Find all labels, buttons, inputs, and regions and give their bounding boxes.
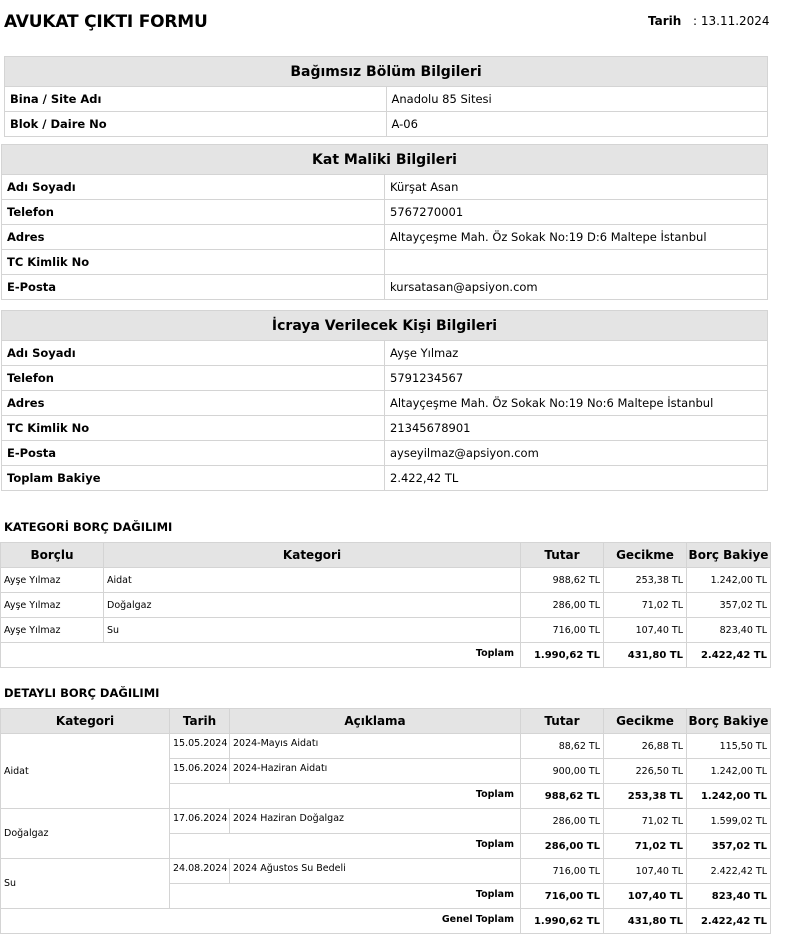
owner-info-table (1, 144, 768, 300)
balance-cell: 115,50 TL (687, 734, 771, 759)
amount-cell: 286,00 TL (521, 809, 604, 834)
table-row (1, 809, 771, 834)
page-title: AVUKAT ÇIKTI FORMU (4, 12, 208, 32)
info-value: kursatasan@apsiyon.com (385, 275, 768, 300)
info-value: 2.422,42 TL (385, 466, 768, 491)
info-row (2, 250, 768, 275)
balance-cell: 357,02 TL (687, 593, 771, 618)
column-header: Borçlu (1, 543, 104, 568)
total-amount: 1.990,62 TL (521, 643, 604, 668)
category-cell: Doğalgaz (104, 593, 521, 618)
balance-cell: 2.422,42 TL (687, 859, 771, 884)
description-cell: 2024-Mayıs Aidatı (230, 734, 521, 759)
subtotal-delay: 71,02 TL (604, 834, 687, 859)
category-cell: Aidat (104, 568, 521, 593)
info-label: E-Posta (2, 441, 385, 466)
info-row (2, 200, 768, 225)
balance-cell: 823,40 TL (687, 618, 771, 643)
column-header: Kategori (1, 709, 170, 734)
info-label: Toplam Bakiye (2, 466, 385, 491)
column-header: Borç Bakiye (687, 543, 771, 568)
info-row (2, 225, 768, 250)
detail-debt-table (0, 708, 771, 934)
amount-cell: 900,00 TL (521, 759, 604, 784)
info-row (2, 275, 768, 300)
info-row (2, 341, 768, 366)
total-balance: 2.422,42 TL (687, 643, 771, 668)
info-row (2, 441, 768, 466)
info-label: Adı Soyadı (2, 175, 385, 200)
column-header: Tutar (521, 709, 604, 734)
info-value: Altayçeşme Mah. Öz Sokak No:19 No:6 Maltepe İstanbul (385, 391, 768, 416)
balance-cell: 1.599,02 TL (687, 809, 771, 834)
unit-info-table (4, 56, 768, 137)
table-row (1, 859, 771, 884)
subtotal-label: Toplam (170, 784, 521, 809)
subtotal-label: Toplam (170, 884, 521, 909)
column-header: Kategori (104, 543, 521, 568)
column-header: Gecikme (604, 543, 687, 568)
subtotal-amount: 286,00 TL (521, 834, 604, 859)
column-header: Açıklama (230, 709, 521, 734)
grand-total-amount: 1.990,62 TL (521, 909, 604, 934)
info-value: ayseyilmaz@apsiyon.com (385, 441, 768, 466)
column-header: Gecikme (604, 709, 687, 734)
description-cell: 2024 Haziran Doğalgaz (230, 809, 521, 834)
delay-cell: 253,38 TL (604, 568, 687, 593)
info-label: Blok / Daire No (5, 112, 387, 137)
info-label: E-Posta (2, 275, 385, 300)
table-row (1, 568, 771, 593)
info-value: 5791234567 (385, 366, 768, 391)
info-label: Telefon (2, 366, 385, 391)
delay-cell: 71,02 TL (604, 593, 687, 618)
subtotal-delay: 107,40 TL (604, 884, 687, 909)
amount-cell: 286,00 TL (521, 593, 604, 618)
debtor-cell: Ayşe Yılmaz (1, 618, 104, 643)
info-label: TC Kimlik No (2, 416, 385, 441)
amount-cell: 716,00 TL (521, 859, 604, 884)
category-cell: Su (104, 618, 521, 643)
info-row (2, 466, 768, 491)
subtotal-amount: 716,00 TL (521, 884, 604, 909)
info-value: 21345678901 (385, 416, 768, 441)
info-value: Kürşat Asan (385, 175, 768, 200)
info-label: Telefon (2, 200, 385, 225)
info-value (385, 250, 768, 275)
info-label: TC Kimlik No (2, 250, 385, 275)
date-cell: 17.06.2024 (170, 809, 230, 834)
table-row (1, 618, 771, 643)
category-cell: Doğalgaz (1, 809, 170, 859)
category-debt-table (0, 542, 771, 668)
date-cell: 24.08.2024 (170, 859, 230, 884)
delay-cell: 107,40 TL (604, 859, 687, 884)
delay-cell: 107,40 TL (604, 618, 687, 643)
info-label: Adı Soyadı (2, 341, 385, 366)
description-cell: 2024 Ağustos Su Bedeli (230, 859, 521, 884)
date-cell: 15.05.2024 (170, 734, 230, 759)
info-row (5, 87, 768, 112)
grand-total-label: Genel Toplam (1, 909, 521, 934)
column-header: Tarih (170, 709, 230, 734)
table-header-row (1, 543, 771, 568)
column-header: Borç Bakiye (687, 709, 771, 734)
detail-section-label: DETAYLI BORÇ DAĞILIMI (4, 686, 160, 700)
category-section-label: KATEGORİ BORÇ DAĞILIMI (4, 520, 173, 534)
info-row (2, 416, 768, 441)
info-value: A-06 (386, 112, 768, 137)
grand-total-delay: 431,80 TL (604, 909, 687, 934)
date-value: : 13.11.2024 (693, 14, 770, 28)
info-row (5, 112, 768, 137)
grand-total-balance: 2.422,42 TL (687, 909, 771, 934)
owner-info-heading: Kat Maliki Bilgileri (2, 145, 768, 175)
description-cell: 2024-Haziran Aidatı (230, 759, 521, 784)
grand-total-row (1, 909, 771, 934)
debtor-info-table (1, 310, 768, 491)
category-cell: Su (1, 859, 170, 909)
total-row (1, 643, 771, 668)
amount-cell: 88,62 TL (521, 734, 604, 759)
info-row (2, 175, 768, 200)
unit-info-heading: Bağımsız Bölüm Bilgileri (5, 57, 768, 87)
column-header: Tutar (521, 543, 604, 568)
balance-cell: 1.242,00 TL (687, 568, 771, 593)
subtotal-balance: 1.242,00 TL (687, 784, 771, 809)
table-header-row (1, 709, 771, 734)
table-row (1, 734, 771, 759)
subtotal-delay: 253,38 TL (604, 784, 687, 809)
subtotal-amount: 988,62 TL (521, 784, 604, 809)
debtor-info-heading: İcraya Verilecek Kişi Bilgileri (2, 311, 768, 341)
subtotal-balance: 357,02 TL (687, 834, 771, 859)
debtor-cell: Ayşe Yılmaz (1, 593, 104, 618)
amount-cell: 716,00 TL (521, 618, 604, 643)
info-row (2, 366, 768, 391)
delay-cell: 26,88 TL (604, 734, 687, 759)
info-row (2, 391, 768, 416)
date-cell: 15.06.2024 (170, 759, 230, 784)
info-label: Adres (2, 225, 385, 250)
delay-cell: 71,02 TL (604, 809, 687, 834)
info-label: Bina / Site Adı (5, 87, 387, 112)
info-value: 5767270001 (385, 200, 768, 225)
subtotal-balance: 823,40 TL (687, 884, 771, 909)
info-value: Anadolu 85 Sitesi (386, 87, 768, 112)
info-value: Ayşe Yılmaz (385, 341, 768, 366)
balance-cell: 1.242,00 TL (687, 759, 771, 784)
date-label: Tarih (648, 14, 682, 28)
info-label: Adres (2, 391, 385, 416)
amount-cell: 988,62 TL (521, 568, 604, 593)
total-label: Toplam (1, 643, 521, 668)
category-cell: Aidat (1, 734, 170, 809)
debtor-cell: Ayşe Yılmaz (1, 568, 104, 593)
total-delay: 431,80 TL (604, 643, 687, 668)
info-value: Altayçeşme Mah. Öz Sokak No:19 D:6 Maltepe İstanbul (385, 225, 768, 250)
subtotal-label: Toplam (170, 834, 521, 859)
delay-cell: 226,50 TL (604, 759, 687, 784)
table-row (1, 593, 771, 618)
